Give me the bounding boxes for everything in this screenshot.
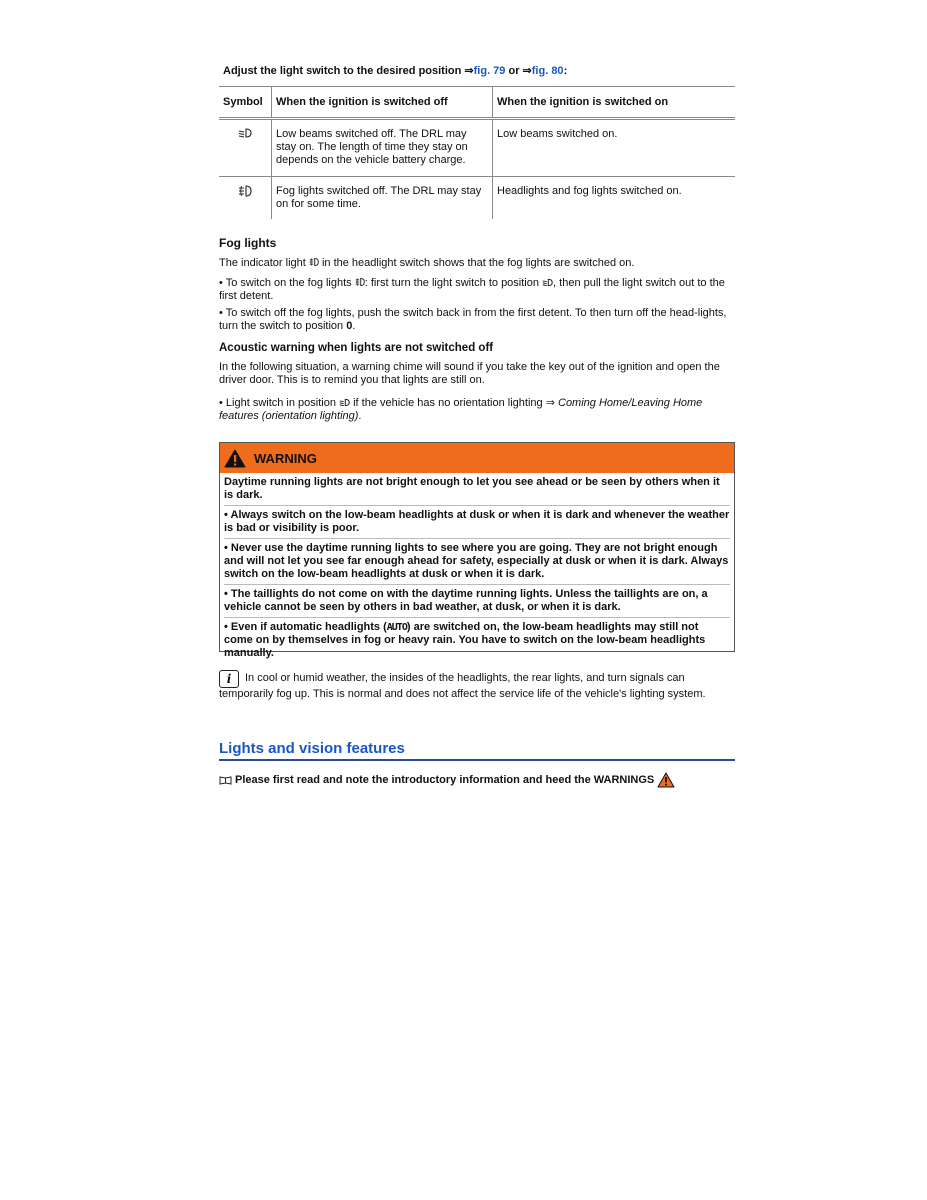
warning-intro: Daytime running lights are not bright enough to let you see ahead or be seen by others when it is dark. xyxy=(224,476,720,501)
warning-triangle-icon[interactable] xyxy=(657,772,675,788)
col-header-symbol: Symbol xyxy=(219,87,272,119)
fog-light-icon xyxy=(309,257,319,267)
fog-indicator-paragraph: The indicator light in the headlight switch shows that the fog lights are switched on. xyxy=(219,257,635,269)
acoustic-warning-heading: Acoustic warning when lights are not switched off xyxy=(219,342,494,354)
acoustic-paragraph: In the following situation, a warning chime will sound if you take the key out of the ignition and open the driver door. This is to remind you that lights are still on. xyxy=(219,361,720,386)
info-icon: i xyxy=(219,670,239,688)
low-beam-icon xyxy=(542,278,553,287)
fog-off-bullet: • To switch off the fog lights, push the switch back in from the first detent. To then turn off the head-lights, turn the switch to position 0. xyxy=(219,307,727,332)
low-beam-icon xyxy=(339,398,350,407)
light-switch-table xyxy=(219,86,735,219)
fog-on-bullet: • To switch on the fog lights : first turn the light switch to position , then pull the light switch out to the first detent. xyxy=(219,277,725,302)
table-intro: Adjust the light switch to the desired position ⇒fig. 79 or ⇒fig. 80: xyxy=(223,65,568,77)
auto-symbol: AUTO xyxy=(386,622,407,633)
fig-80-link[interactable]: fig. 80 xyxy=(531,65,564,77)
warning-item: • Even if automatic headlights (AUTO) are switched on, the low-beam headlights may still not come on by themselves in fog or heavy rain. You have to switch on the low-beam headlights manually. xyxy=(224,617,730,663)
low-beam-icon xyxy=(238,128,252,138)
warning-triangle-icon xyxy=(224,449,246,468)
warning-label: WARNING xyxy=(254,450,317,466)
book-icon xyxy=(219,775,232,785)
table-row: Low beams switched off. The DRL may stay on. The length of time they stay on depends on the vehicle battery charge. Low beams switched on. xyxy=(219,119,735,177)
warning-body xyxy=(220,473,734,665)
coming-home-reference[interactable]: Coming Home/Leaving Home features (orientation lighting) xyxy=(219,397,703,422)
fig-79-link[interactable]: fig. 79 xyxy=(473,65,506,77)
col-header-ignition-on: When the ignition is switched on xyxy=(493,87,736,119)
table-row: Fog lights switched off. The DRL may stay on for some time. Headlights and fog lights switched on. xyxy=(219,177,735,220)
acoustic-warning-section xyxy=(219,342,735,423)
fog-lights-heading: Fog lights xyxy=(219,236,277,250)
warning-item: • Always switch on the low-beam headlights at dusk or when it is dark and whenever the weather is bad or visibility is poor. xyxy=(224,505,730,538)
acoustic-bullet: • Light switch in position if the vehicle has no orientation lighting ⇒ Coming Home/Leaving Home features (orientation lighting). xyxy=(219,397,703,422)
warning-box xyxy=(219,442,735,659)
warning-item: • Never use the daytime running lights to see where you are going. They are not bright enough and will not let you see far enough ahead for safety, especially at dusk or when it is dark. Always switch on the low-beam headlights at dusk or when it is dark. xyxy=(224,538,730,584)
col-header-ignition-off: When the ignition is switched off xyxy=(272,87,493,119)
warning-item: • The taillights do not come on with the daytime running lights. Unless the taillights are on, a vehicle cannot be seen by others in bad weather, at dusk, or when it is dark. xyxy=(224,584,730,617)
position-zero: 0 xyxy=(346,320,353,332)
warning-header xyxy=(220,443,734,473)
fog-light-icon xyxy=(238,185,252,197)
read-first-line: Please first read and note the introductory information and heed the WARNINGS xyxy=(219,772,675,788)
fog-lights-section xyxy=(219,236,735,333)
fog-light-icon xyxy=(355,277,365,287)
section-title: Lights and vision features xyxy=(219,740,735,761)
info-note: i In cool or humid weather, the insides of the headlights, the rear lights, and turn signals can temporarily fog up. This is normal and does not affect the service life of the vehicle's lighting system. xyxy=(219,672,706,700)
